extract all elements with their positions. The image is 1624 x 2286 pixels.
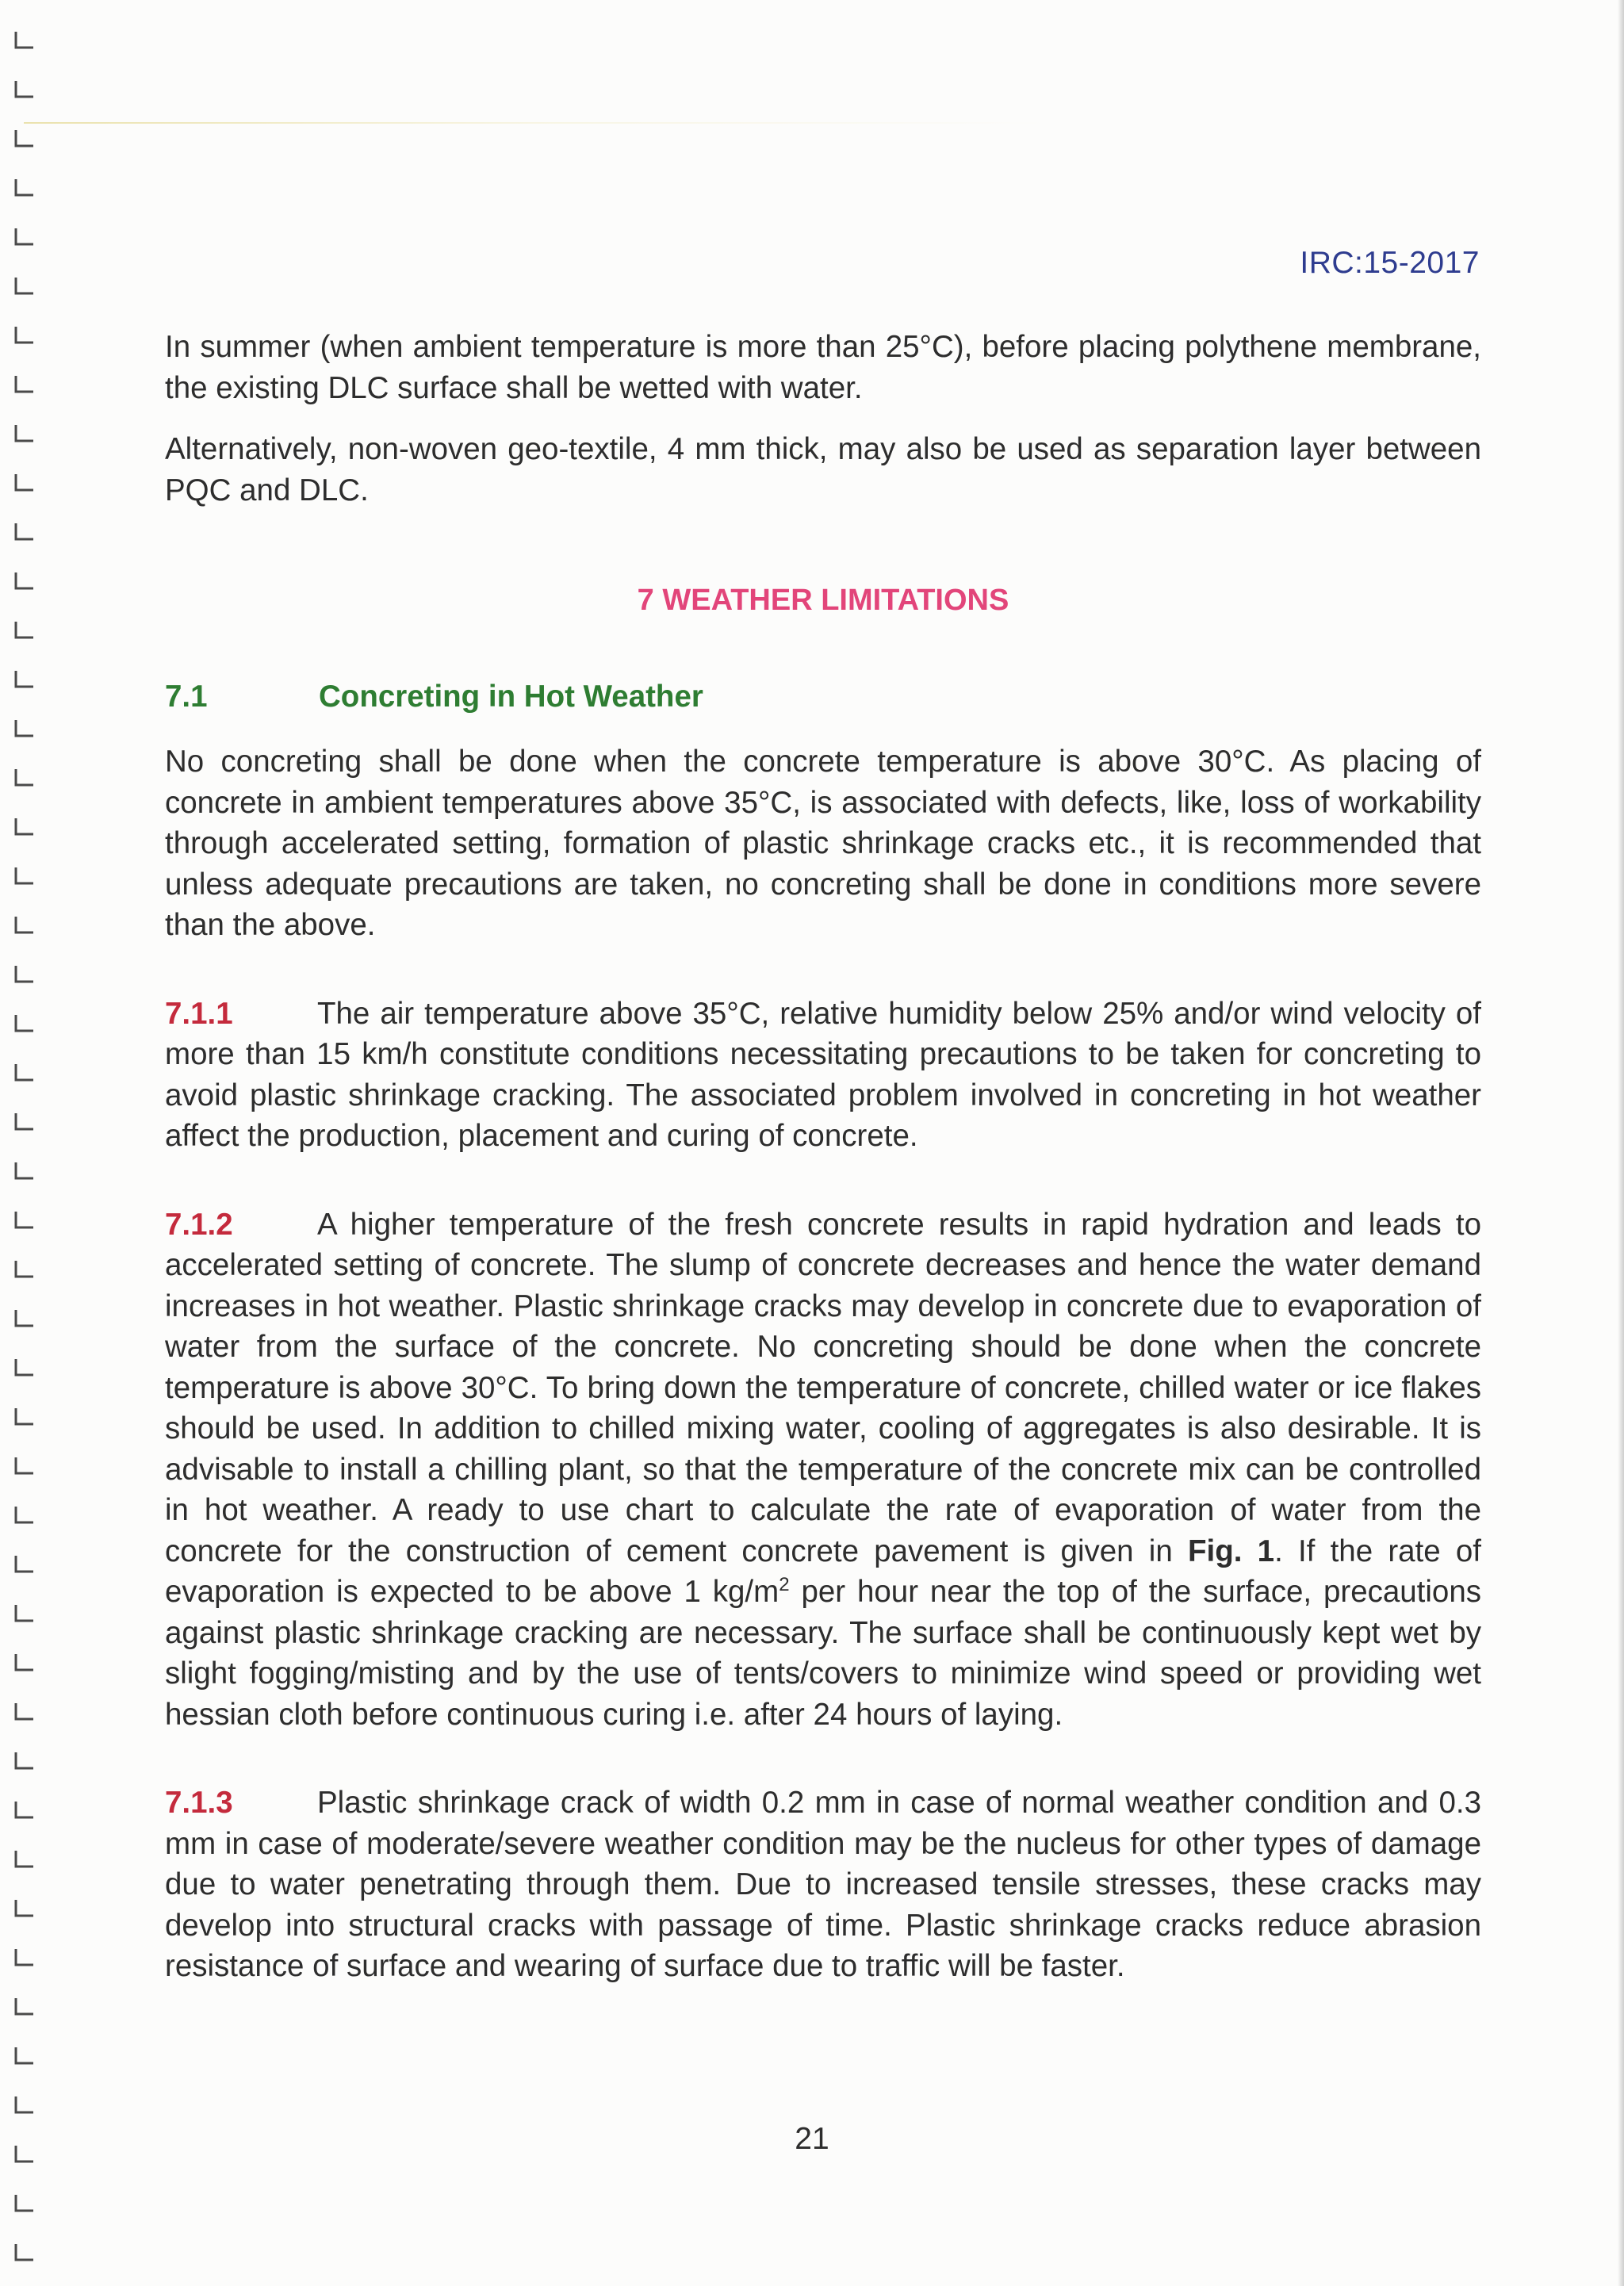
binding-mark (16, 1457, 33, 1473)
superscript: 2 (779, 1574, 790, 1596)
clause-text-continued: . If the rate of evaporation is expected to be above 1 kg/m (165, 1534, 1481, 1609)
binding-mark (16, 1015, 33, 1031)
page-edge-shadow (1618, 0, 1624, 2286)
binding-mark (16, 1113, 33, 1129)
binding-mark (16, 523, 33, 539)
binding-marks (11, 0, 43, 2286)
binding-mark (16, 228, 33, 244)
binding-mark (16, 474, 33, 490)
intro-paragraph-1: In summer (when ambient temperature is more than 25°C), before placing polythene membrane, the existing DLC surface shall be wetted with water. (165, 330, 1481, 405)
binding-mark (16, 1212, 33, 1227)
binding-mark (16, 818, 33, 834)
subsection-title: Concreting in Hot Weather (319, 680, 703, 714)
clause-text: The air temperature above 35°C, relative humidity below 25% and/or wind velocity of more than 15 km/h constitute conditions necessitating precautions to be taken for concreting to avoid plastic shrinkage cracking. The associated problem involved in concreting in hot weather affect the production, placement and curing of concrete. (165, 996, 1481, 1153)
subsection-body: No concreting shall be done when the concrete temperature is above 30°C. As placing of concrete in ambient temperatures above 35°C, is associated with defects, like, loss of workability through accelerated setting, formation of plastic shrinkage cracks etc., it is recommended that unless adequate precautions are taken, no concreting shall be done in conditions more severe than the above. (165, 745, 1481, 942)
top-rule (24, 122, 1047, 124)
binding-mark (16, 1654, 33, 1670)
binding-mark (16, 1310, 33, 1326)
figure-reference: Fig. 1 (1188, 1534, 1275, 1568)
binding-mark (16, 1359, 33, 1375)
clause-number: 7.1.1 (165, 996, 233, 1031)
binding-mark (16, 2244, 33, 2260)
binding-mark (16, 81, 33, 97)
binding-mark (16, 2195, 33, 2211)
clause-number: 7.1.2 (165, 1207, 233, 1242)
binding-mark (16, 2047, 33, 2063)
binding-mark (16, 966, 33, 982)
binding-mark (16, 32, 33, 48)
binding-mark (16, 720, 33, 736)
clause-7-1-3 (165, 1782, 1481, 1987)
binding-mark (16, 671, 33, 687)
binding-mark (16, 1261, 33, 1277)
section-title: 7 WEATHER LIMITATIONS (637, 584, 1009, 617)
clause-text: A higher temperature of the fresh concrete results in rapid hydration and leads to accelerated setting of concrete. The slump of concrete decreases and hence the water demand increases in hot weather. Plastic shrinkage cracks may develop in concrete due to evaporation of water from the surface of the concrete. No concreting should be done when the concrete temperature is above 30°C. To bring down the temperature of concrete, chilled water or ice flakes should be used. In addition to chilled mixing water, cooling of aggregates is also desirable. It is advisable to install a chilling plant, so that the temperature of the concrete mix can be controlled in hot weather. A ready to use chart to calculate the rate of evaporation of water from the concrete for the construction of cement concrete pavement is given in (165, 1207, 1481, 1568)
binding-mark (16, 425, 33, 441)
binding-mark (16, 917, 33, 932)
clause-7-1-1 (165, 994, 1481, 1157)
binding-mark (16, 2096, 33, 2112)
binding-mark (16, 1998, 33, 2014)
binding-mark (16, 278, 33, 293)
subsection-heading (165, 680, 1481, 714)
binding-mark (16, 1703, 33, 1719)
page-content (165, 327, 1481, 1987)
binding-mark (16, 1752, 33, 1768)
binding-mark (16, 1507, 33, 1522)
binding-mark (16, 1408, 33, 1424)
intro-paragraph-2: Alternatively, non-woven geo-textile, 4 mm thick, may also be used as separation layer between PQC and DLC. (165, 432, 1481, 507)
binding-mark (16, 867, 33, 883)
binding-mark (16, 1605, 33, 1621)
binding-mark (16, 1851, 33, 1867)
document-code: IRC:15-2017 (1300, 246, 1480, 280)
clause-number: 7.1.3 (165, 1786, 233, 1820)
binding-mark (16, 1064, 33, 1080)
binding-mark (16, 622, 33, 638)
binding-mark (16, 572, 33, 588)
subsection-number: 7.1 (165, 680, 208, 714)
clause-text: Plastic shrinkage crack of width 0.2 mm in case of normal weather condition and 0.3 mm in case of moderate/severe weather condition may be the nucleus for other types of damage due to water penetrating through them. Due to increased tensile stresses, these cracks may develop into structural cracks with passage of time. Plastic shrinkage cracks reduce abrasion resistance of surface and wearing of surface due to traffic will be faster. (165, 1786, 1481, 1983)
binding-mark (16, 1162, 33, 1178)
binding-mark (16, 1556, 33, 1572)
binding-mark (16, 130, 33, 146)
binding-mark (16, 1802, 33, 1817)
binding-mark (16, 1949, 33, 1965)
binding-mark (16, 327, 33, 343)
clause-text-end: per hour near the top of the surface, precautions against plastic shrinkage cracking are necessary. The surface shall be continuously kept wet by slight fogging/misting and by the use of tents/covers to minimize wind speed or providing wet hessian cloth before continuous curing i.e. after 24 hours of laying. (165, 1575, 1482, 1732)
binding-mark (16, 179, 33, 195)
binding-mark (16, 769, 33, 785)
binding-mark (16, 376, 33, 392)
binding-mark (16, 1900, 33, 1916)
page-number: 21 (795, 2122, 829, 2156)
clause-7-1-2 (165, 1204, 1481, 1736)
